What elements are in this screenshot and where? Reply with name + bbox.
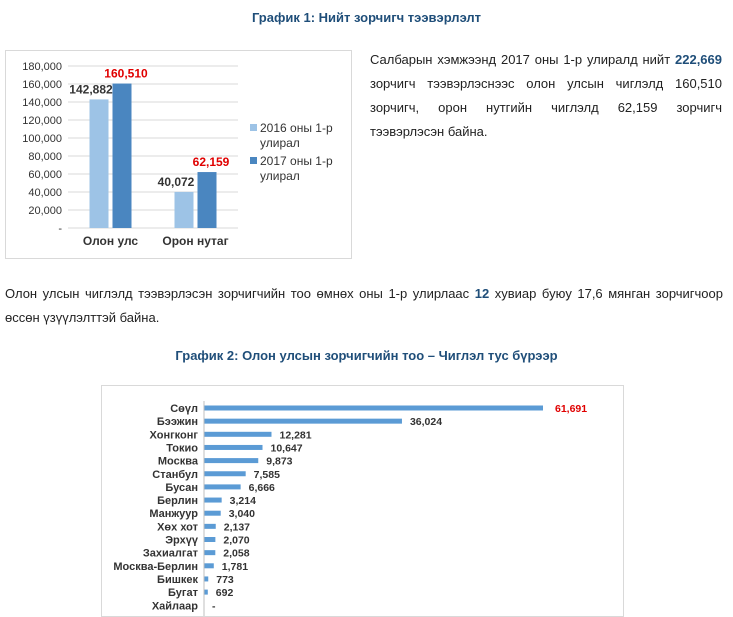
bar (204, 590, 208, 595)
paragraph-1-highlight: 222,669 (675, 52, 722, 67)
data-label: 2,137 (223, 521, 251, 534)
data-label: 142,882 (69, 82, 113, 97)
category-label: Бишкек (157, 573, 198, 586)
paragraph-1-text-b: зорчигч тээвэрлэснээс олон улсын чиглэлд 160,510 зорчигч, орон нутгийн чиглэлд 62,159 зорчигч тээвэрлэсэн байна. (370, 76, 722, 139)
bar (204, 484, 241, 489)
data-label: 2,070 (223, 534, 250, 547)
category-label: Захиалгат (142, 547, 198, 560)
paragraph-1-text-a: Салбарын хэмжээнд 2017 оны 1-р улиралд нийт (370, 52, 675, 67)
bar (204, 432, 271, 437)
data-label: 160,510 (104, 66, 148, 81)
bar (204, 406, 543, 411)
data-label: 40,072 (157, 174, 195, 189)
data-label: 2,058 (223, 547, 250, 560)
y-tick-label: 120,000 (22, 115, 62, 127)
category-label: Хөх хот (157, 521, 198, 534)
category-label: Бугат (168, 587, 198, 600)
bar (204, 576, 208, 581)
legend-label: 2016 оны 1-р улирал (260, 121, 333, 150)
data-label: 1,781 (221, 560, 249, 573)
data-label: 6,666 (248, 481, 275, 494)
category-label: Москва-Берлин (113, 560, 198, 573)
chart1-svg (6, 51, 351, 258)
bar (198, 172, 217, 228)
y-tick-label: 180,000 (22, 61, 62, 73)
bar (204, 511, 221, 516)
x-tick-label: Олон улс (82, 234, 139, 248)
bar (90, 99, 109, 228)
data-label: 773 (216, 573, 234, 586)
data-label: 3,040 (228, 508, 255, 521)
data-label: 62,159 (192, 155, 230, 170)
y-tick-label: 140,000 (22, 97, 62, 109)
y-tick-label: 60,000 (28, 169, 62, 181)
data-label: 3,214 (229, 495, 256, 508)
category-label: Станбул (152, 468, 198, 481)
bar (204, 458, 258, 463)
bar (204, 498, 222, 503)
data-label: 10,647 (270, 442, 303, 455)
y-tick-label: - (58, 223, 62, 235)
y-tick-label: 80,000 (28, 151, 62, 163)
paragraph-2-highlight: 12 (474, 286, 490, 301)
bar (204, 550, 215, 555)
data-label: 7,585 (253, 468, 280, 481)
chart2-title: График 2: Олон улсын зорчигчийн тоо – Чиглэл тус бүрээр (175, 348, 558, 363)
x-tick-label: Орон нутаг (162, 234, 229, 248)
category-label: Токио (166, 442, 198, 455)
data-label: - (212, 600, 216, 613)
bar (204, 537, 215, 542)
data-label: 692 (215, 587, 234, 600)
paragraph-1 (370, 48, 722, 144)
y-tick-label: 40,000 (28, 187, 62, 199)
paragraph-2-text-a: Олон улсын чиглэлд тээвэрлэсэн зорчигчийн тоо өмнөх оны 1-р улирлаас (5, 286, 475, 301)
bar (204, 419, 402, 424)
category-label: Бээжин (156, 416, 198, 429)
category-label: Сөүл (170, 403, 198, 415)
data-label: 9,873 (266, 455, 293, 468)
category-label: Москва (157, 455, 198, 468)
y-tick-label: 100,000 (22, 133, 62, 145)
category-label: Хайлаар (151, 600, 198, 613)
category-label: Берлин (157, 495, 198, 508)
bar (175, 192, 194, 228)
paragraph-2 (5, 282, 723, 330)
legend-swatch (250, 157, 257, 164)
category-label: Бусан (165, 481, 198, 494)
category-label: Манжуур (149, 508, 198, 521)
data-label: 36,024 (409, 416, 443, 429)
bar (204, 471, 246, 476)
y-tick-label: 160,000 (22, 79, 62, 91)
y-tick-label: 20,000 (28, 205, 62, 217)
bar (204, 563, 214, 568)
data-label: 61,691 (555, 403, 588, 415)
bar (204, 445, 263, 450)
chart1-title: График 1: Нийт зорчигч тээвэрлэлт (251, 10, 482, 25)
legend-label: 2017 оны 1-р улирал (260, 154, 333, 183)
category-label: Эрхүү (165, 534, 198, 547)
category-label: Хонгконг (149, 429, 198, 442)
bar (204, 524, 216, 529)
paragraph-2-text-b: хувиар буюу 17,6 мянган зорчигчоор өссөн үзүүлэлттэй байна. (5, 286, 723, 325)
legend-swatch (250, 124, 257, 131)
chart1-container (5, 50, 352, 259)
chart2-container (101, 385, 624, 617)
data-label: 12,281 (279, 429, 312, 442)
bar (113, 84, 132, 228)
chart2-svg (102, 386, 623, 616)
